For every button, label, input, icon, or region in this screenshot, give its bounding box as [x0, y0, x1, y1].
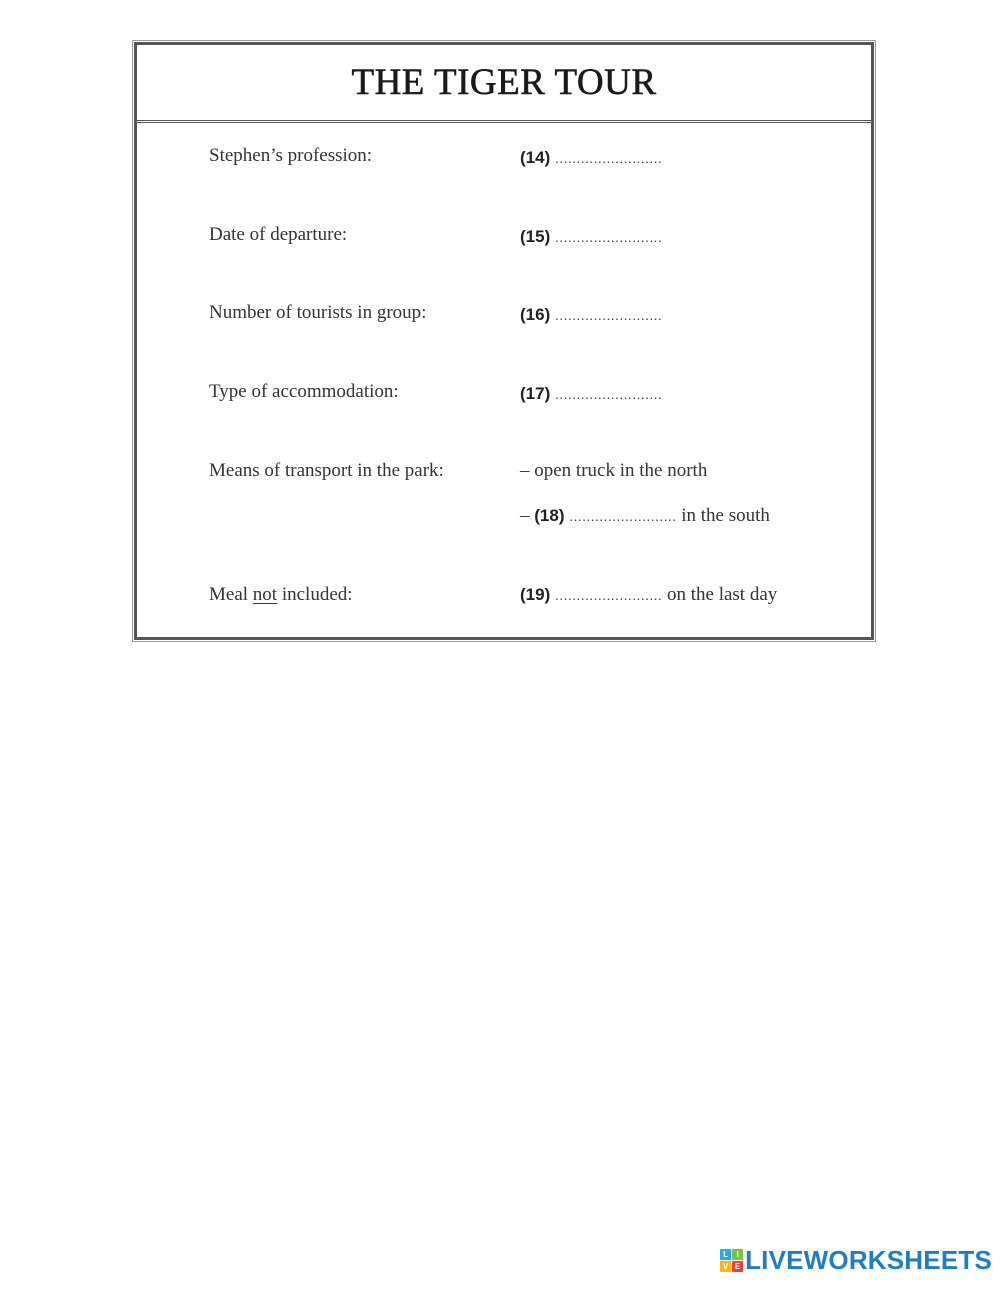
- answer-18[interactable]: [520, 505, 770, 527]
- label-tourists-number: Number of tourists in group:: [209, 302, 427, 323]
- answer-blank-14[interactable]: .........................: [554, 150, 663, 166]
- answer-blank-15[interactable]: .........................: [554, 229, 663, 245]
- logo-letter-v: V: [720, 1261, 731, 1272]
- label-transport: Means of transport in the park:: [209, 460, 444, 481]
- answer-blank-16[interactable]: .........................: [554, 307, 663, 323]
- logo-letter-l: L: [720, 1249, 731, 1260]
- answer-blank-17[interactable]: .........................: [554, 386, 663, 402]
- label-meal-after: included:: [281, 584, 353, 605]
- label-accommodation: Type of accommodation:: [209, 381, 399, 402]
- question-number-15: (15): [520, 227, 551, 246]
- answer-dash-18: –: [520, 505, 530, 526]
- question-number-16: (16): [520, 305, 551, 324]
- worksheet-title: THE TIGER TOUR: [351, 62, 657, 103]
- answer-suffix-18: in the south: [681, 505, 770, 526]
- answer-blank-19[interactable]: .........................: [554, 587, 663, 603]
- liveworksheets-wordmark: LIVEWORKSHEETS: [745, 1245, 992, 1275]
- liveworksheets-logo-icon: [720, 1249, 743, 1272]
- question-number-14: (14): [520, 148, 551, 167]
- answer-blank-18[interactable]: .........................: [569, 508, 677, 524]
- answer-16[interactable]: [520, 304, 662, 326]
- answer-14[interactable]: [520, 147, 662, 169]
- logo-letter-e: E: [732, 1261, 743, 1272]
- title-band: [137, 45, 871, 123]
- label-meal: [209, 584, 353, 606]
- question-number-17: (17): [520, 384, 551, 403]
- label-meal-underlined: not: [252, 584, 278, 605]
- label-meal-before: Meal: [209, 584, 249, 605]
- label-departure-date: Date of departure:: [209, 224, 348, 245]
- answer-15[interactable]: [520, 226, 662, 248]
- transport-north: – open truck in the north: [520, 460, 708, 481]
- answer-19[interactable]: [520, 584, 777, 606]
- answer-17[interactable]: [520, 383, 662, 405]
- label-profession: Stephen’s profession:: [209, 145, 373, 166]
- worksheet-form: [134, 42, 874, 640]
- question-number-19: (19): [520, 585, 551, 604]
- question-number-18: (18): [534, 506, 565, 525]
- answer-suffix-19: on the last day: [666, 584, 778, 605]
- liveworksheets-brand[interactable]: [720, 1246, 992, 1274]
- logo-letter-i: I: [732, 1249, 743, 1260]
